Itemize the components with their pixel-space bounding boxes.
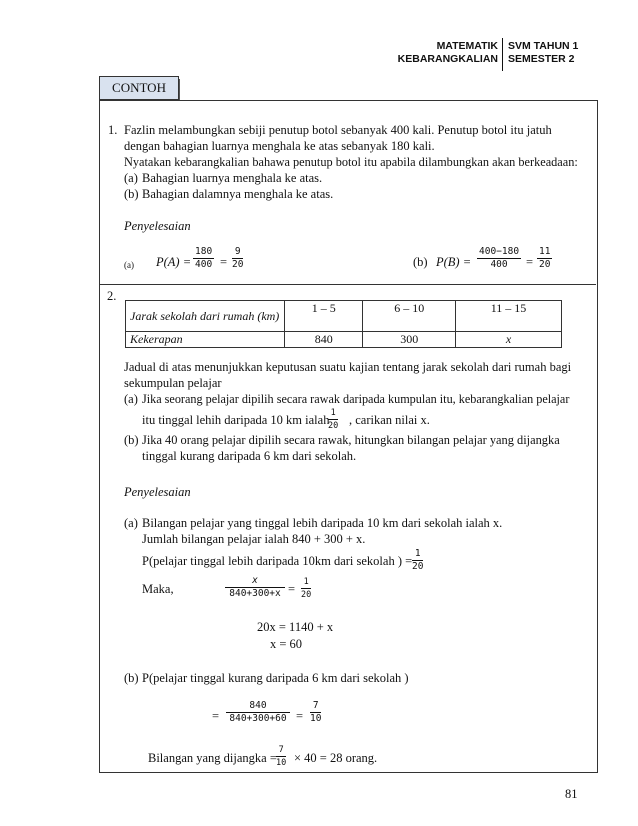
q2-sa-line3: P(pelajar tinggal lebih daripada 10km dari sekolah ) = <box>142 554 413 568</box>
q2-sb-frac1: $\frac{840}{840+300+60}$ <box>226 700 290 725</box>
q2-sb-frac2: $\frac{7}{10}$ <box>310 700 322 724</box>
q2-eq1: 20x = 1140 + x <box>257 620 334 634</box>
q2-a-frac: $\frac{1}{20}$ <box>328 408 339 431</box>
q2-eq2: x = 60 <box>270 637 303 651</box>
q2-final-pre: Bilangan yang dijangka = <box>148 751 277 765</box>
q2-final-post: × 40 = 28 orang. <box>294 751 378 765</box>
q1-a-label: (a) <box>124 171 138 185</box>
q1-sol-b-label: (b) <box>413 255 428 269</box>
q2-b-line2: tinggal kurang daripada 6 km dari sekolah. <box>142 449 357 463</box>
q1-sol-b-frac1: $\frac{400-180}{400}$ <box>479 246 520 270</box>
page-number: 81 <box>565 787 578 801</box>
table-row <box>126 301 562 332</box>
q1-number: 1. <box>108 123 118 137</box>
row-header-distance: Jarak sekolah dari rumah (km) <box>126 301 285 332</box>
q2-b-label: (b) <box>124 433 139 447</box>
range-cell: 11 – 15 <box>456 301 562 332</box>
question-divider <box>100 284 596 285</box>
header-course: SVM TAHUN 1 <box>508 40 579 52</box>
q1-sol-a-eq: = <box>220 255 228 269</box>
q2-final-frac: $\frac{7}{10}$ <box>276 745 287 768</box>
header-divider <box>502 38 503 71</box>
q2-sa-line1: Bilangan pelajar yang tinggal lebih daripada 10 km dari sekolah ialah x. <box>142 516 503 530</box>
q2-maka-rhs-frac: $\frac{1}{20}$ <box>301 577 312 600</box>
q1-sol-a-frac2: $\frac{9}{20}$ <box>232 246 244 270</box>
range-cell: 1 – 5 <box>285 301 363 332</box>
frequency-cell: 300 <box>363 332 456 348</box>
q2-sb-line1: P(pelajar tinggal kurang daripada 6 km dari sekolah ) <box>142 671 409 685</box>
range-cell: 6 – 10 <box>363 301 456 332</box>
q1-a-text: Bahagian luarnya menghala ke atas. <box>142 171 323 185</box>
q1-sol-a-label: (a) <box>124 260 134 270</box>
q2-intro2: sekumpulan pelajar <box>124 376 222 390</box>
contoh-label: CONTOH <box>99 76 179 100</box>
q1-b-text: Bahagian dalamnya menghala ke atas. <box>142 187 334 201</box>
header-topic: KEBARANGKALIAN <box>397 53 498 65</box>
q2-b-line1: Jika 40 orang pelajar dipilih secara rawak, hitungkan bilangan pelajar yang dijangka <box>142 433 560 447</box>
q2-sa-line3-frac: $\frac{1}{20}$ <box>412 548 424 572</box>
row-header-frequency: Kekerapan <box>126 332 285 348</box>
q2-sa-line2: Jumlah bilangan pelajar ialah 840 + 300 + x. <box>142 532 366 546</box>
q2-maka-frac: $\frac{x}{840+300+x}$ <box>225 575 285 600</box>
q1-sol-b-eq: = <box>526 255 534 269</box>
q2-a-line1: Jika seorang pelajar dipilih secara rawak daripada kumpulan itu, kebarangkalian pelajar <box>142 392 570 406</box>
q2-number: 2. <box>107 289 117 303</box>
q1-b-label: (b) <box>124 187 139 201</box>
frequency-cell: 840 <box>285 332 363 348</box>
q1-line3: Nyatakan kebarangkalian bahawa penutup botol itu apabila dilambungkan akan berkeadaan: <box>124 155 578 169</box>
q2-maka-eq: = <box>288 582 296 596</box>
q2-a-line2-post: , carikan nilai x. <box>349 413 430 427</box>
header-subject: MATEMATIK <box>436 40 498 52</box>
q1-line1: Fazlin melambungkan sebiji penutup botol sebanyak 400 kali. Penutup botol itu jatuh <box>124 123 552 137</box>
q1-sol-b-frac2: $\frac{11}{20}$ <box>539 246 551 270</box>
q2-sb-label: (b) <box>124 671 139 685</box>
q1-sol-b-lhs: P(B) = <box>436 255 472 269</box>
q2-sa-label: (a) <box>124 516 138 530</box>
q2-maka: Maka, <box>142 582 174 596</box>
q1-sol-a-lhs: P(A) = <box>156 255 192 269</box>
table-row <box>126 332 562 348</box>
header-semester: SEMESTER 2 <box>508 53 575 65</box>
q2-solution-label: Penyelesaian <box>124 485 191 499</box>
q2-intro1: Jadual di atas menunjukkan keputusan suatu kajian tentang jarak sekolah dari rumah bagi <box>124 360 572 374</box>
frequency-table <box>125 300 562 348</box>
q1-line2: dengan bahagian luarnya menghala ke atas sebanyak 180 kali. <box>124 139 435 153</box>
frequency-cell: x <box>456 332 562 348</box>
q2-sb-eq1: = <box>212 709 220 723</box>
q1-solution-label: Penyelesaian <box>124 219 191 233</box>
q1-sol-a-frac1: $\frac{180}{400}$ <box>195 246 213 270</box>
q2-a-label: (a) <box>124 392 138 406</box>
q2-sb-eq2: = <box>296 709 304 723</box>
q2-a-line2-pre: itu tinggal lehih daripada 10 km ialah <box>142 413 330 427</box>
